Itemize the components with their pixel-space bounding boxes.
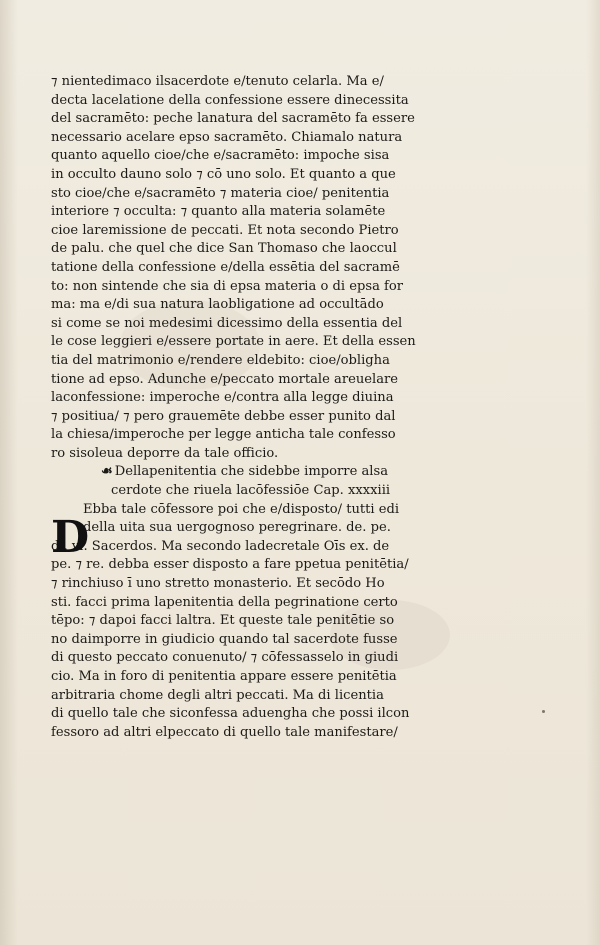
text-line: laconfessione: imperoche e/contra alla legge diuina (51, 390, 394, 406)
chapter-heading-line (51, 463, 461, 482)
text-line: necessario acelare epso sacramēto. Chiamalo natura (51, 129, 403, 145)
text-line: di questo peccato conuenuto/ ⁊ cōfessasselo in giudi (51, 650, 399, 666)
text-line: le cose leggieri e/essere portate in aere. Et della essen (51, 334, 416, 350)
text-line: interiore ⁊ occulta: ⁊ quanto alla materia solamēte (51, 204, 386, 220)
main-text-block (51, 73, 461, 742)
text-line: to: non sintende che sia di epsa materia o di epsa for (51, 278, 404, 294)
text-line: tione ad epso. Adunche e/peccato mortale areuelare (51, 371, 399, 387)
text-line: arbitraria chome degli altri peccati. Ma di licentia (51, 687, 384, 703)
text-line: della uita sua uergognoso peregrinare. de. pe. (83, 520, 391, 536)
text-line: quanto aquello cioe/che e/sacramēto: impoche sisa (51, 148, 390, 164)
text-line: tēpo: ⁊ dapoi facci laltra. Et queste tale penitētie so (51, 613, 395, 629)
text-line: cio. Ma in foro di penitentia appare essere penitētia (51, 669, 397, 684)
text-line: di quello tale che siconfessa aduengha che possi ilcon (51, 706, 410, 722)
text-line: ro sisoleua deporre da tale officio. (51, 445, 279, 461)
text-line: sto cioe/che e/sacramēto ⁊ materia cioe/ penitentia (51, 185, 390, 201)
text-line: decta lacelatione della confessione essere dinecessita (51, 92, 409, 108)
text-line: la chiesa/imperoche per legge anticha tale confesso (51, 427, 396, 443)
chapter-heading-text: Dellapenitentia che sidebbe imporre alsa (114, 464, 388, 480)
text-line: del sacramēto: peche lanatura del sacramēto fa essere (51, 111, 415, 127)
text-line: sti. facci prima lapenitentia della pegrinatione certo (51, 594, 398, 610)
drop-cap-initial: D (51, 512, 90, 563)
text-line: in occulto dauno solo ⁊ cō uno solo. Et quanto a que (51, 166, 396, 182)
text-line: de palu. che quel che dice San Thomaso che laoccul (51, 241, 397, 257)
text-line: di. vi. Sacerdos. Ma secondo ladecretale Oīs ex. de (51, 538, 390, 554)
pilcrow-icon: ☙ (101, 464, 113, 480)
text-line: ⁊ positiua/ ⁊ pero grauemēte debbe esser punito dal (51, 408, 396, 424)
text-line: pe. ⁊ re. debba esser disposto a fare ppetua penitētia/ (51, 557, 409, 573)
text-line: si come se noi medesimi dicessimo della essentia del (51, 315, 403, 331)
text-line: ⁊ rinchiuso ī uno stretto monasterio. Et secōdo Ho (51, 576, 385, 592)
text-line: ⁊ nientedimaco ilsacerdote e/tenuto celarla. Ma e/ (51, 74, 384, 89)
text-line: tia del matrimonio e/rendere eldebito: cioe/obligha (51, 352, 390, 368)
text-line: tatione della confessione e/della essētia del sacramē (51, 259, 400, 275)
text-line: no daimporre in giudicio quando tal sacerdote fusse (51, 631, 398, 647)
margin-dot-mark (542, 710, 545, 713)
text-line: fessoro ad altri elpeccato di quello tale manifestare/ (51, 724, 398, 740)
text-line: cioe laremissione de peccati. Et nota secondo Pietro (51, 222, 399, 238)
chapter-heading-line: cerdote che riuela lacōfessiōe Cap. xxxxiii (111, 483, 391, 499)
text-line: ma: ma e/di sua natura laobligatione ad occultādo (51, 297, 384, 313)
text-line: Ebba tale cōfessore poi che e/disposto/ tutti edi (83, 501, 400, 517)
